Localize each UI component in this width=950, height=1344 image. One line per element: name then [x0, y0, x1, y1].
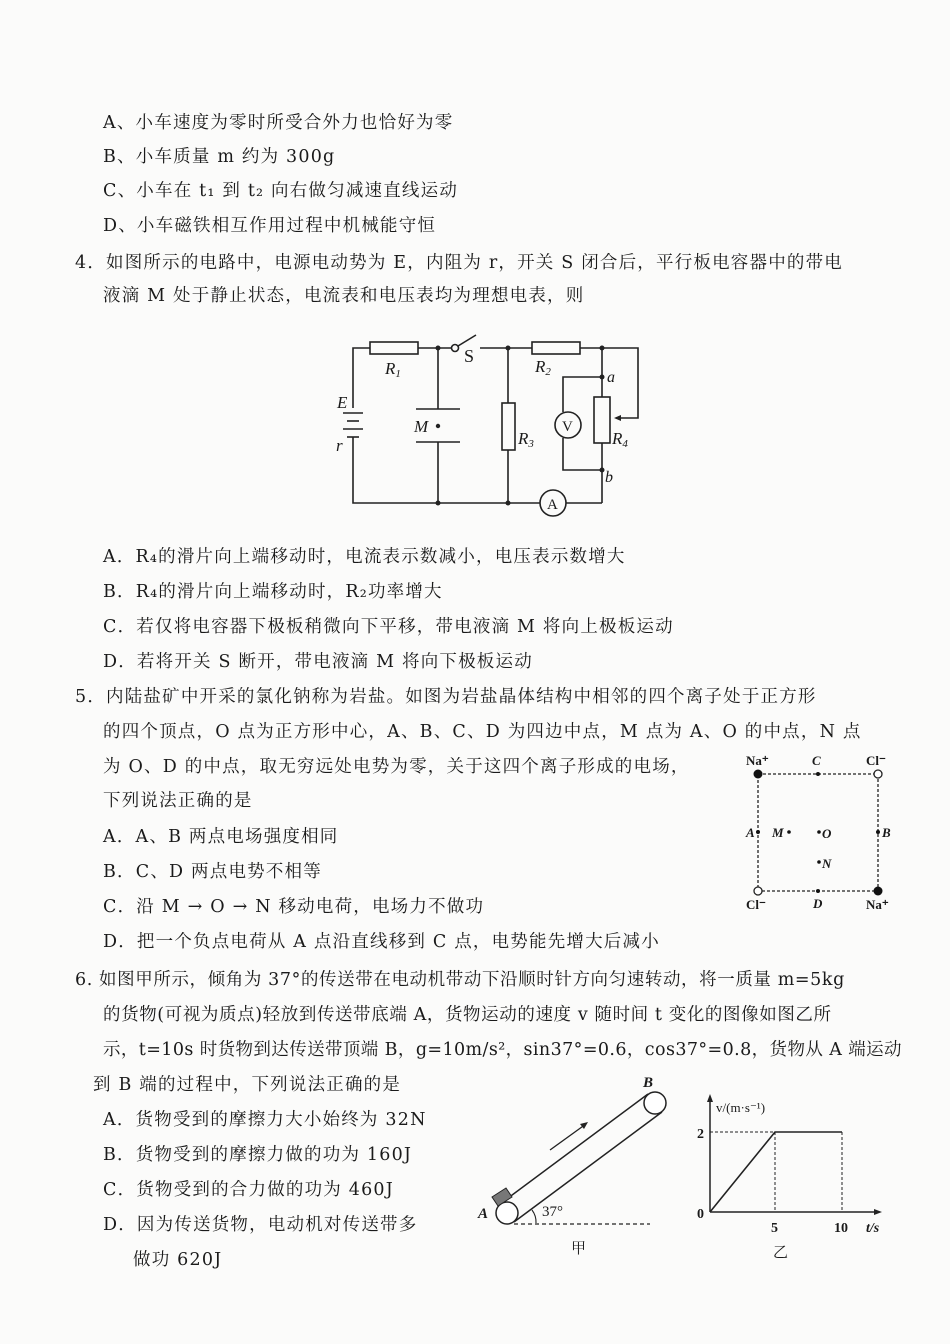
label-r2: R2 — [535, 357, 551, 378]
label-n: N — [822, 856, 832, 871]
q6-stem-line4: 到 B 端的过程中，下列说法正确的是 — [93, 1075, 402, 1095]
label-cl-top-right: Cl⁻ — [866, 753, 886, 768]
q5-option-b: B．C、D 两点电势不相等 — [103, 862, 322, 882]
q6-option-c: C．货物受到的合力做的功为 460J — [103, 1180, 394, 1200]
q5-option-c: C．沿 M → O → N 移动电荷，电场力不做功 — [103, 897, 485, 917]
q4-option-a: A．R₄的滑片向上端移动时，电流表示数减小，电压表示数增大 — [103, 547, 626, 567]
q4-option-b: B．R₄的滑片向上端移动时，R₂功率增大 — [103, 582, 443, 602]
q4-option-d: D．若将开关 S 断开，带电液滴 M 将向下极板运动 — [103, 652, 533, 672]
q4-stem-line2: 液滴 M 处于静止状态，电流表和电压表均为理想电表，则 — [103, 286, 585, 306]
label-r4: R4 — [612, 429, 628, 450]
label-droplet: M — [414, 417, 429, 436]
velocity-line — [710, 1132, 842, 1212]
q6-option-d-cont: 做功 620J — [133, 1250, 223, 1270]
q5-option-d: D．把一个负点电荷从 A 点沿直线移到 C 点，电势能先增大后减小 — [103, 932, 660, 952]
label-switch: S — [464, 346, 475, 366]
option-prev-d: D、小车磁铁相互作用过程中机械能守恒 — [103, 216, 437, 236]
label-r1: R1 — [385, 359, 401, 380]
tick-x-5: 5 — [771, 1221, 778, 1236]
label-a: A — [478, 1206, 489, 1222]
label-o: O — [822, 826, 832, 841]
y-axis-label: v/(m·s⁻¹) — [716, 1100, 766, 1115]
q5-stem-line2: 的四个顶点，O 点为正方形中心，A、B、C、D 为四边中点，M 点为 A、O 的中点，N 点 — [103, 722, 862, 742]
caption-jia: 甲 — [571, 1241, 587, 1257]
label-cl-bottom-left: Cl⁻ — [746, 897, 766, 912]
label-m: M — [772, 825, 784, 840]
label-r3: R3 — [518, 429, 534, 450]
circuit-diagram — [330, 320, 650, 530]
q5-option-a: A．A、B 两点电场强度相同 — [103, 827, 339, 847]
label-b: B — [643, 1075, 654, 1091]
label-c: C — [812, 753, 821, 768]
q6-option-a: A．货物受到的摩擦力大小始终为 32N — [103, 1110, 427, 1130]
q4-stem-line1: 4．如图所示的电路中，电源电动势为 E，内阻为 r，开关 S 闭合后，平行板电容器中的带电 — [75, 253, 844, 273]
q5-stem-line1: 5．内陆盐矿中开采的氯化钠称为岩盐。如图为岩盐晶体结构中相邻的四个离子处于正方形 — [75, 687, 817, 707]
ammeter: A — [547, 497, 558, 513]
label-b: b — [605, 469, 613, 486]
label-d: D — [813, 896, 823, 911]
caption-yi: 乙 — [773, 1245, 789, 1261]
q6-stem-line3: 示，t=10s 时货物到达传送带顶端 B，g=10m/s²，sin37°=0.6，cos37°=0.8，货物从 A 端运动 — [103, 1040, 902, 1060]
q6-option-b: B．货物受到的摩擦力做的功为 160J — [103, 1145, 413, 1165]
option-prev-a: A、小车速度为零时所受合外力也恰好为零 — [103, 113, 454, 133]
q6-stem-line1: 6. 如图甲所示，倾角为 37°的传送带在电动机带动下沿顺时针方向匀速转动，将一质量 m=5kg — [75, 970, 845, 990]
option-prev-c: C、小车在 t₁ 到 t₂ 向右做匀减速直线运动 — [103, 181, 459, 201]
q5-stem-line4: 下列说法正确的是 — [103, 791, 253, 811]
tick-y-2: 2 — [697, 1127, 704, 1142]
velocity-time-graph-yi — [470, 1070, 910, 1270]
q6-option-d: D．因为传送货物，电动机对传送带多 — [103, 1215, 418, 1235]
q5-stem-line3: 为 O、D 的中点，取无穷远处电势为零，关于这四个离子形成的电场， — [103, 757, 690, 777]
label-emf: E — [337, 393, 348, 412]
label-na-bottom-right: Na⁺ — [866, 897, 889, 912]
voltmeter: V — [562, 419, 573, 435]
label-na-top-left: Na⁺ — [746, 753, 769, 768]
tick-origin: 0 — [697, 1207, 704, 1222]
x-axis-label: t/s — [866, 1221, 880, 1236]
ion-square-diagram — [740, 750, 910, 920]
label-a: a — [607, 369, 615, 386]
label-a: A — [746, 825, 755, 840]
option-prev-b: B、小车质量 m 约为 300g — [103, 147, 336, 167]
q4-option-c: C．若仅将电容器下极板稍微向下平移，带电液滴 M 将向上极板运动 — [103, 617, 674, 637]
label-internal-r: r — [336, 436, 343, 455]
tick-x-10: 10 — [834, 1221, 848, 1236]
angle-label: 37° — [542, 1204, 563, 1220]
q6-stem-line2: 的货物(可视为质点)轻放到传送带底端 A，货物运动的速度 v 随时间 t 变化的图像如图乙所 — [103, 1005, 832, 1025]
label-b: B — [882, 825, 891, 840]
